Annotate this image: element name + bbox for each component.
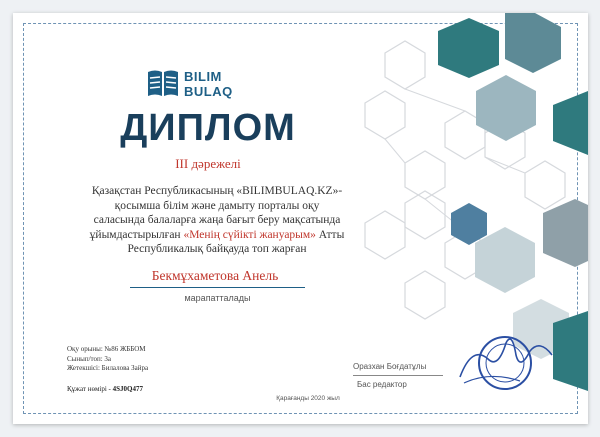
hexagon-slate-top <box>505 13 561 73</box>
award-description-line: Қазақстан Республикасының «BILIMBULAQ.KZ»- <box>91 185 343 197</box>
hexagon-gray-mid <box>543 199 588 267</box>
class-line: Сынып/топ: 3а <box>67 354 112 363</box>
document-number <box>67 385 143 393</box>
handwritten-signature <box>460 339 552 377</box>
signature-line <box>353 375 443 376</box>
seal-stamp <box>450 325 560 395</box>
award-description-line: қосымша білім және дамыту порталы оқу <box>114 199 320 212</box>
hexagon-blue-left <box>451 203 487 245</box>
teacher-line: Жетекшісі: Билалова Зайра <box>67 364 149 372</box>
hexagon-pale-mid <box>475 227 535 293</box>
name-underline <box>130 287 305 288</box>
signer-role: Бас редактор <box>357 380 407 389</box>
signer-name: Оразхан Боғдатұлы <box>353 362 427 371</box>
document-number-value: 4SJ0Q477 <box>112 385 143 393</box>
city-year: Қарағанды 2020 жыл <box>276 395 340 402</box>
recipient-name: Бекмұхаметова Анель <box>151 268 279 283</box>
hexagon-teal-top <box>438 18 499 78</box>
award-description-line: Республикалық байқауда топ жарған <box>127 243 307 256</box>
recipient-details <box>67 345 148 374</box>
awarded-label: марапатталады <box>184 293 251 303</box>
logo-text-line2: BULAQ <box>184 84 233 99</box>
hexagon-teal-right <box>553 91 588 155</box>
degree-label: III дәрежелі <box>175 156 241 171</box>
award-description <box>81 184 353 257</box>
diploma-title: ДИПЛОМ <box>120 107 296 149</box>
document-number-label: Құжат нөмірі - <box>67 385 113 393</box>
award-description-text: ұйымдастырылған <box>89 228 184 241</box>
award-description-line: саласында балаларға жаңа бағыт беру мақсатында <box>93 214 341 227</box>
school-line: Оқу орыны: №86 ЖББОМ <box>67 345 146 353</box>
diploma-certificate <box>13 13 588 424</box>
logo-text-line1: BILIM <box>184 69 222 84</box>
award-description-text: Атты <box>315 228 345 241</box>
contest-name: «Менің сүйікті жануарым» <box>183 228 316 241</box>
award-description-line <box>81 228 353 243</box>
